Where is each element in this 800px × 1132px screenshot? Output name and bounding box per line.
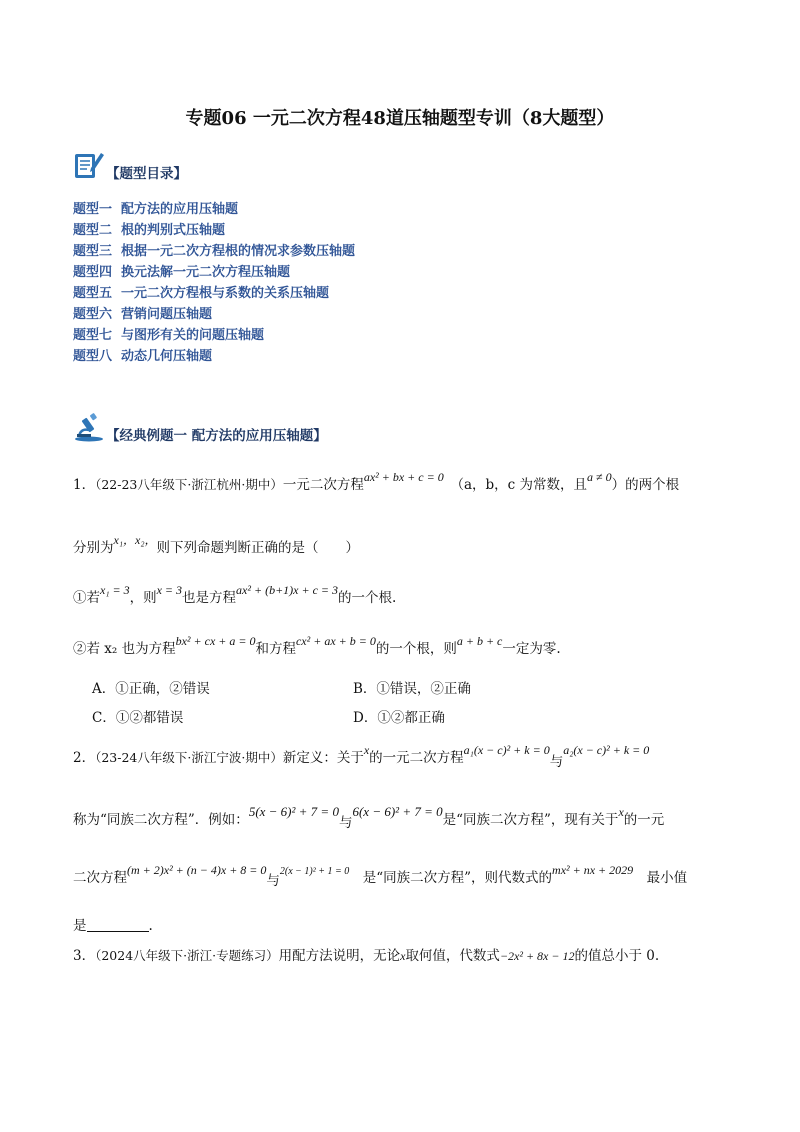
math-formula: cx² + ax + b = 0 <box>295 634 376 648</box>
notebook-pen-icon <box>73 150 105 184</box>
math-formula: (m + 2)x² + (n − 4)x + 8 = 0 <box>127 863 267 877</box>
q2-line2: 称为“同族二次方程”．例如：5(x − 6)² + 7 = 0与6(x − 6)² + 7 = 0是“同族二次方程”，现有关于x的一元 <box>73 804 665 831</box>
example-header: 【经典例题一 配方法的应用压轴题】 <box>106 428 327 444</box>
toc-item[interactable]: 题型三 根据一元二次方程根的情况求参数压轴题 <box>73 244 356 259</box>
math-formula: ax² + (b+1)x + c = 3 <box>236 583 339 597</box>
toc-item[interactable]: 题型二 根的判别式压轴题 <box>73 223 226 238</box>
math-formula: x₁，x₂， <box>113 533 157 547</box>
toc-item[interactable]: 题型一 配方法的应用压轴题 <box>73 202 239 217</box>
math-var: x <box>400 949 406 963</box>
option-c[interactable]: C．①②都错误 <box>92 710 184 726</box>
math-formula: 5(x − 6)² + 7 = 0 <box>248 804 339 819</box>
math-formula: a + b + c <box>456 634 503 648</box>
toc-item[interactable]: 题型五 一元二次方程根与系数的关系压轴题 <box>73 286 330 301</box>
toc-header: 【题型目录】 <box>106 166 187 182</box>
math-formula: bx² + cx + a = 0 <box>175 634 256 648</box>
toc-item[interactable]: 题型七 与图形有关的问题压轴题 <box>73 328 265 343</box>
math-formula: 2(x − 1)² + 1 = 0 <box>279 866 350 877</box>
math-var: x <box>618 805 624 819</box>
math-formula: mx² + nx + 2029 <box>552 863 634 877</box>
answer-blank[interactable] <box>87 917 149 932</box>
toc-item[interactable]: 题型六 营销问题压轴题 <box>73 307 213 322</box>
math-formula: 6(x − 6)² + 7 = 0 <box>352 804 443 819</box>
toc-list <box>73 199 355 367</box>
math-formula: ax² + bx + c = 0 <box>363 470 444 484</box>
page-title: 专题06 一元二次方程48道压轴题型专训（8大题型） <box>185 108 615 129</box>
toc-item[interactable]: 题型四 换元法解一元二次方程压轴题 <box>73 265 291 280</box>
math-formula: a₁(x − c)² + k = 0 <box>463 743 550 757</box>
q2-line3: 二次方程(m + 2)x² + (n − 4)x + 8 = 0与2(x − 1)² + 1 = 0 是“同族二次方程”，则代数式的mx² + nx + 2029 最小值 <box>73 863 688 889</box>
q1-line2: 分别为x₁，x₂，则下列命题判断正确的是（ ） <box>73 533 359 556</box>
math-formula: a₂(x − c)² + k = 0 <box>563 743 650 757</box>
math-var: x <box>363 743 370 757</box>
q2-line1: 2．（23-24八年级下·浙江宁波·期中）新定义：关于x的一元二次方程a₁(x − c)² + k = 0与a₂(x − c)² + k = 0 <box>73 743 650 770</box>
q1-line1: 1．（22-23八年级下·浙江杭州·期中）一元二次方程ax² + bx + c = 0 （a，b，c 为常数，且a ≠ 0）的两个根 <box>73 470 680 493</box>
toc-item[interactable]: 题型八 动态几何压轴题 <box>73 349 213 364</box>
option-b[interactable]: B．①错误，②正确 <box>353 681 471 697</box>
option-d[interactable]: D．①②都正确 <box>353 710 445 726</box>
q3-line1: 3．（2024八年级下·浙江·专题练习）用配方法说明，无论x取何值，代数式−2x² + 8x − 12的值总小于 0. <box>73 948 660 964</box>
math-formula: x₁ = 3 <box>100 583 130 597</box>
microscope-icon <box>73 412 107 446</box>
math-formula: x = 3 <box>156 583 183 597</box>
math-formula: −2x² + 8x − 12 <box>499 949 575 963</box>
option-a[interactable]: A．①正确，②错误 <box>92 681 210 697</box>
q1-statement2: ②若 x₂ 也为方程bx² + cx + a = 0和方程cx² + ax + b = 0的一个根，则a + b + c一定为零. <box>73 634 561 657</box>
q2-line4: 是 . <box>73 918 153 934</box>
q1-statement1: ①若x₁ = 3，则x = 3也是方程ax² + (b+1)x + c = 3的一个根. <box>73 583 397 606</box>
math-formula: a ≠ 0 <box>587 470 612 484</box>
